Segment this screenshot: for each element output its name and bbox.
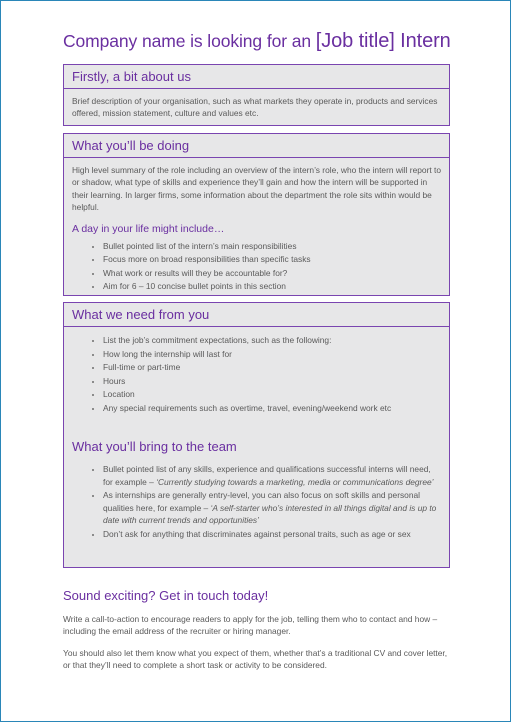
list-item: • Hours — [103, 375, 441, 387]
bring-bullet-text: As internships are generally entry-level, you can also focus on soft skills and personal qualities here, for example – — [103, 490, 421, 513]
bring-heading: What you’ll bring to the team — [72, 439, 237, 455]
bring-bullet-list — [72, 463, 441, 540]
doing-subheading: A day in your life might include… — [72, 222, 225, 235]
list-item: • List the job’s commitment expectations, such as the following: — [103, 334, 441, 346]
doing-body: High level summary of the role including an overview of the intern’s role, who the intern will report to or shadow, what type of skills and experience they’ll gain and how the intern will be supported in their learning. In larger firms, some information about the department the role sits within would be helpful. — [72, 165, 441, 213]
list-item: • Don’t ask for anything that discriminates against personal traits, such as age or sex — [103, 528, 441, 540]
list-item — [103, 463, 441, 488]
about-section — [63, 64, 450, 126]
list-item: • What work or results will they be accountable for? — [103, 267, 441, 279]
list-item: • Aim for 6 – 10 concise bullet points in this section — [103, 280, 441, 292]
list-item: • How long the internship will last for — [103, 348, 441, 360]
list-item: • Any special requirements such as overtime, travel, evening/weekend work etc — [103, 402, 441, 414]
bring-bullet-example: ‘A self-starter who’s interested in all things digital and is up to date with current trends and opportunities’ — [103, 502, 437, 526]
need-heading: What we need from you — [64, 303, 449, 327]
list-item — [103, 489, 441, 526]
list-item: • Focus more on broad responsibilities than specific tasks — [103, 253, 441, 265]
doing-bullet-list — [72, 240, 441, 293]
bring-bullet-example: ‘Currently studying towards a marketing, media or communications degree’ — [156, 476, 434, 487]
page-title-prefix: Company name is looking for an — [63, 31, 316, 51]
list-item: • Location — [103, 388, 441, 400]
about-body: Brief description of your organisation, such as what markets they operate in, products and services offered, mission statement, culture and values etc. — [72, 96, 438, 119]
cta-section — [63, 588, 450, 672]
page-title — [63, 27, 451, 55]
need-bullet-list — [72, 334, 441, 414]
doing-section — [63, 133, 450, 296]
about-heading: Firstly, a bit about us — [64, 65, 449, 89]
list-item: • Bullet pointed list of the intern’s main responsibilities — [103, 240, 441, 252]
page-title-job: [Job title] Intern — [315, 30, 451, 52]
doing-heading: What you’ll be doing — [64, 134, 449, 158]
bring-bullet-text: Bullet pointed list of any skills, experience and qualifications successful interns will need, for example – — [103, 464, 431, 487]
cta-paragraph-2: You should also let them know what you expect of them, whether that’s a traditional CV and cover letter, or that they’ll need to complete a short task or activity to be considered. — [63, 647, 448, 671]
cta-heading: Sound exciting? Get in touch today! — [63, 588, 269, 603]
need-section — [63, 302, 450, 568]
list-item: • Full-time or part-time — [103, 361, 441, 373]
cta-paragraph-1: Write a call-to-action to encourage readers to apply for the job, telling them who to contact and how – including the email address of the recruiter or hiring manager. — [63, 614, 438, 637]
